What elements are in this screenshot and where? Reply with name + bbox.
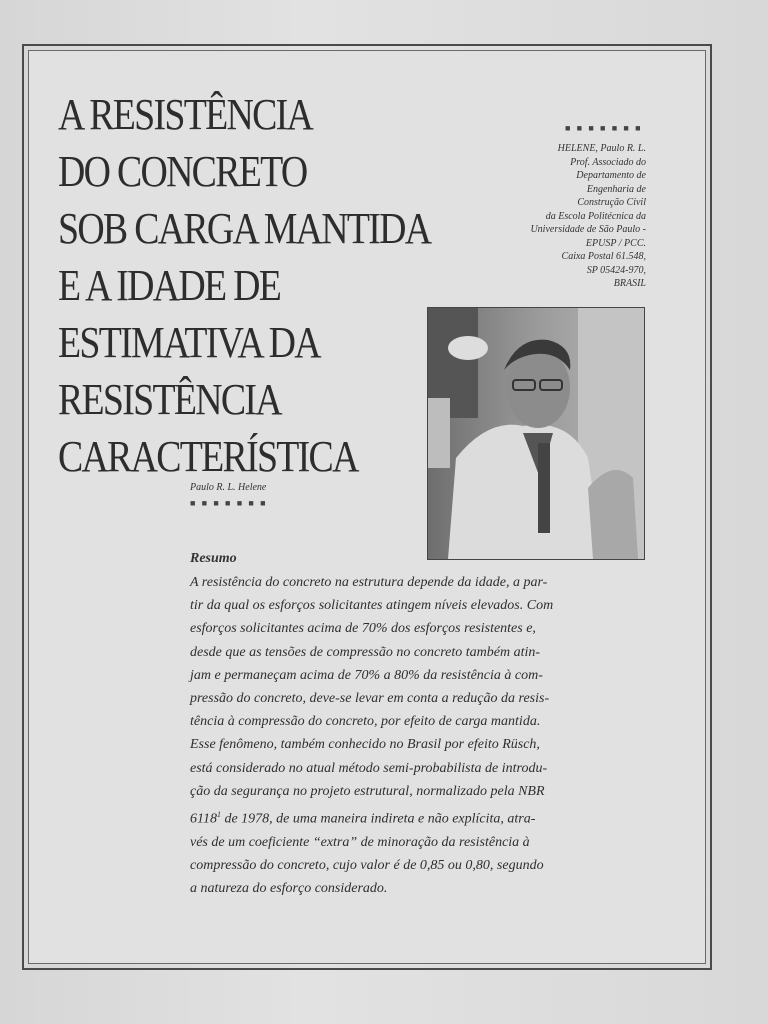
affiliation-line: Engenharia de (586, 183, 646, 195)
abstract-line: esforços solicitantes acima de 70% dos esforços resistentes e, (190, 621, 536, 637)
affiliation-line: BRASIL (613, 278, 646, 289)
abstract-line: jam e permaneçam acima de 70% a 80% da resistência à com- (190, 667, 543, 683)
affiliation-line: da Escola Politécnica da (545, 210, 646, 222)
affiliation-line: EPUSP / PCC. (585, 237, 646, 249)
article-title (58, 86, 488, 485)
abstract-line: desde que as tensões de compressão no concreto também atin- (190, 644, 541, 660)
abstract-text (190, 571, 650, 901)
abstract-line: compressão do concreto, cujo valor é de 0,85 ou 0,80, segundo (190, 858, 544, 874)
abstract-line: A resistência do concreto na estrutura depende da idade, a par- (190, 575, 548, 590)
abstract-line-rest: de 1978, de uma maneira indireta e não explícita, atra- (224, 811, 536, 827)
affiliation-line: Construção Civil (577, 197, 646, 208)
author-photo (427, 307, 645, 560)
title-line: E A IDADE DE (58, 261, 281, 310)
abstract-line: tir da qual os esforços solicitantes atingem níveis elevados. Com (190, 598, 554, 614)
abstract-line: ção da segurança no projeto estrutural, normalizado pela NBR (190, 783, 545, 799)
affiliation-line: Departamento de (576, 170, 646, 181)
title-line: DO CONCRETO (58, 147, 307, 196)
abstract-line: a natureza do esforço considerado. (190, 881, 388, 897)
abstract-line: vés de um coeficiente “extra” de minoração da resistência à (190, 834, 530, 850)
title-line: ESTIMATIVA DA (58, 318, 320, 367)
abstract-line: está considerado no atual método semi-probabilista de introdu- (190, 760, 548, 776)
affiliation-line: SP 05424-970, (586, 264, 646, 276)
affiliation-line: Universidade de São Paulo - (530, 224, 646, 235)
abstract-ref: 6118 (190, 811, 217, 827)
affiliation-line: HELENE, Paulo R. L. (557, 143, 646, 154)
title-line: CARACTERÍSTICA (58, 432, 358, 481)
author-byline: Paulo R. L. Helene (190, 482, 267, 493)
decorative-dots: ■ ■ ■ ■ ■ ■ ■ (565, 123, 643, 133)
footnote-marker: 1 (216, 810, 221, 820)
decorative-dots: ■ ■ ■ ■ ■ ■ ■ (190, 498, 268, 508)
title-line: A RESISTÊNCIA (58, 90, 313, 139)
abstract-heading: Resumo (190, 551, 237, 566)
title-line: RESISTÊNCIA (58, 375, 281, 424)
abstract-line: Esse fenômeno, também conhecido no Brasil por efeito Rüsch, (190, 737, 540, 753)
title-line: SOB CARGA MANTIDA (58, 204, 431, 253)
affiliation-line: Prof. Associado do (570, 156, 646, 168)
abstract-line: tência à compressão do concreto, por efeito de carga mantida. (190, 714, 541, 730)
abstract-line: pressão do concreto, deve-se levar em conta a redução da resis- (190, 691, 550, 707)
abstract-line (190, 803, 650, 831)
author-affiliation (470, 142, 646, 291)
affiliation-line: Caixa Postal 61.548, (561, 251, 646, 262)
